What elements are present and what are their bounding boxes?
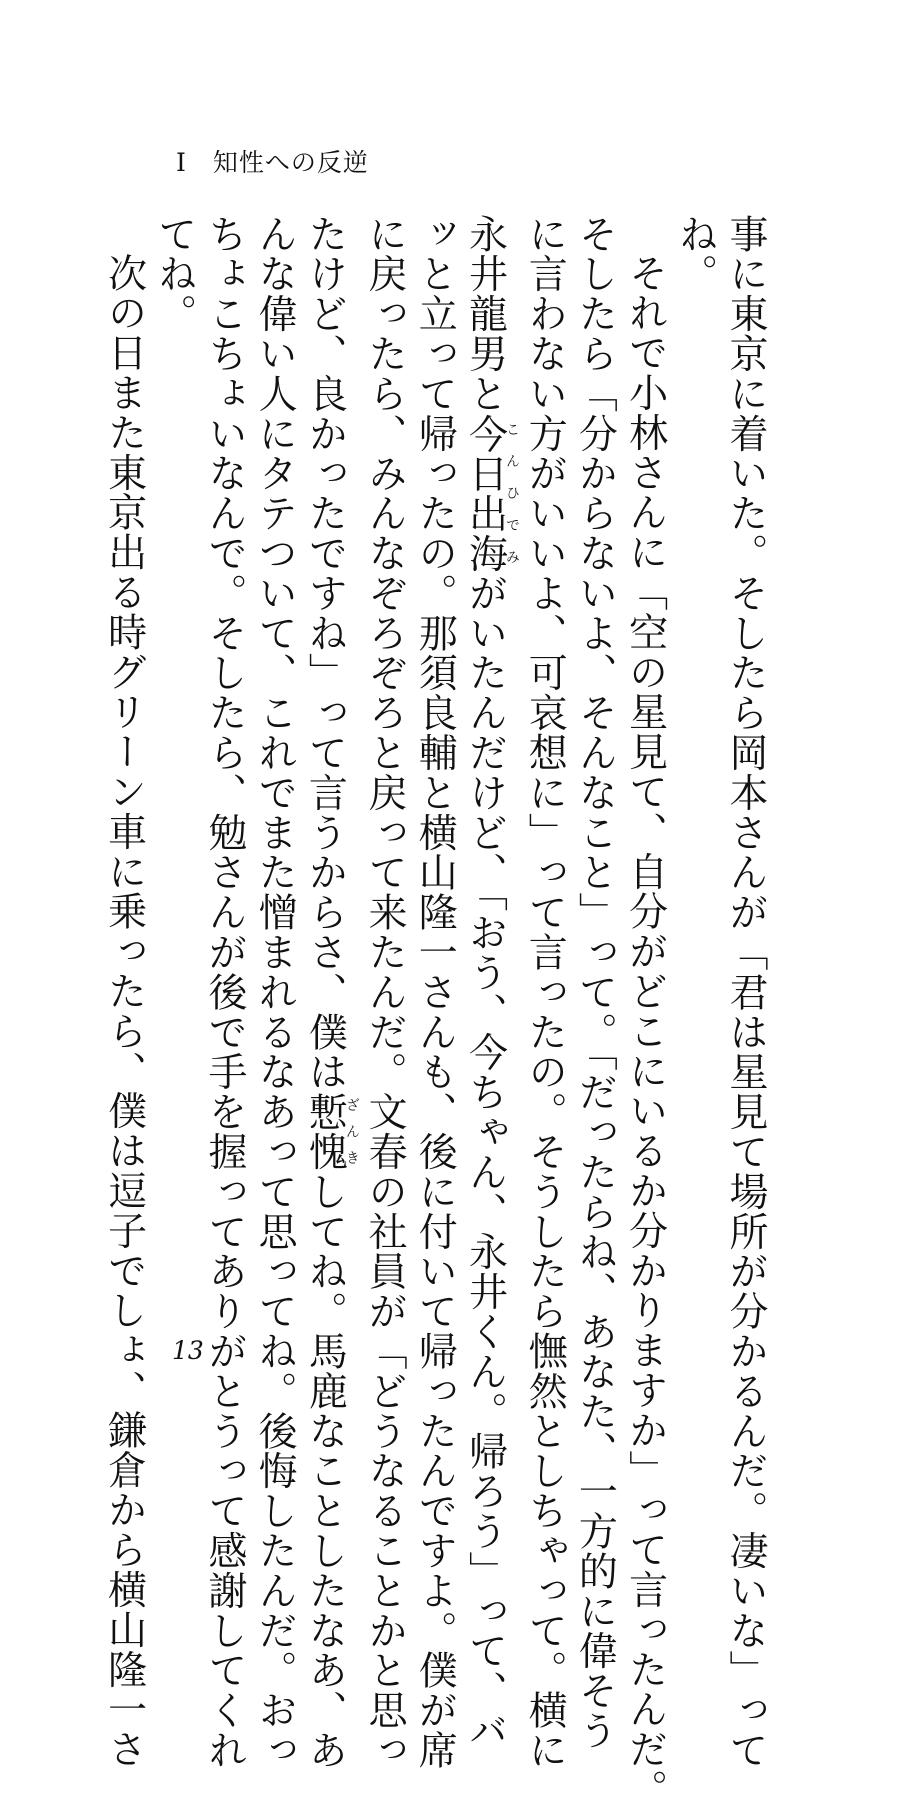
text-line: に戻ったら、みんなぞろぞろと戻って来たんだ。文春の社員が「どうなることかと思っ bbox=[362, 214, 408, 1771]
text-line: に言わない方がいいよ、可哀想に」って言ったの。そうしたら憮然としちゃって。横に bbox=[522, 214, 568, 1771]
text-segment: たけど、良かったですね」って言うからさ、僕は bbox=[302, 214, 348, 1092]
ruby-base: 今日出海 bbox=[462, 413, 508, 574]
text-line: 次の日また東京出る時グリーン車に乗ったら、僕は逗子でしょ、鎌倉から横山隆一さ bbox=[101, 253, 147, 1770]
ruby-base: 慙愧 bbox=[302, 1091, 348, 1172]
text-segment: 永井龍男と bbox=[462, 214, 508, 414]
text-line: ッと立って帰ったの。那須良輔と横山隆一さんも、後に付いて帰ったんですよ。僕が席 bbox=[412, 214, 458, 1771]
text-line: んな偉い人にタテついて、これでまた憎まれるなあって思ってね。後悔したんだ。おっ bbox=[252, 214, 298, 1771]
text-line: ね。 bbox=[672, 214, 718, 294]
ruby-annotation bbox=[302, 1091, 360, 1172]
text-line: ちょこちょいなんで。そしたら、勉さんが後で手を握ってありがとうって感謝してくれ bbox=[201, 214, 247, 1771]
chapter-number: I bbox=[176, 148, 187, 177]
text-line-with-ruby bbox=[459, 214, 520, 1751]
ruby-annotation bbox=[462, 413, 520, 574]
text-line: それで小林さんに「空の星見て、自分がどこにいるか分かりますか」って言ったんだ。 bbox=[622, 253, 668, 1809]
text-line: 事に東京に着いた。そしたら岡本さんが「君は星見て場所が分かるんだ。凄いな」って bbox=[723, 214, 768, 1771]
page-number: 13 bbox=[172, 1336, 204, 1365]
text-line: そしたら「分からないよ、そんなこと」って。「だったらね、あなた、一方的に偉そう bbox=[572, 214, 618, 1751]
ruby-reading: こんひでみ bbox=[503, 413, 520, 574]
chapter-title: 知性への反逆 bbox=[212, 148, 369, 177]
text-segment: してね。馬鹿なことしたなあ、あ bbox=[302, 1171, 348, 1771]
ruby-reading: ざんき bbox=[343, 1091, 360, 1172]
running-header bbox=[176, 143, 369, 179]
text-line: てね。 bbox=[151, 214, 197, 334]
text-segment: がいたんだけど、「おう、今ちゃん、永井くん。帰ろう」って、バ bbox=[462, 573, 508, 1751]
text-line-with-ruby bbox=[299, 214, 360, 1771]
